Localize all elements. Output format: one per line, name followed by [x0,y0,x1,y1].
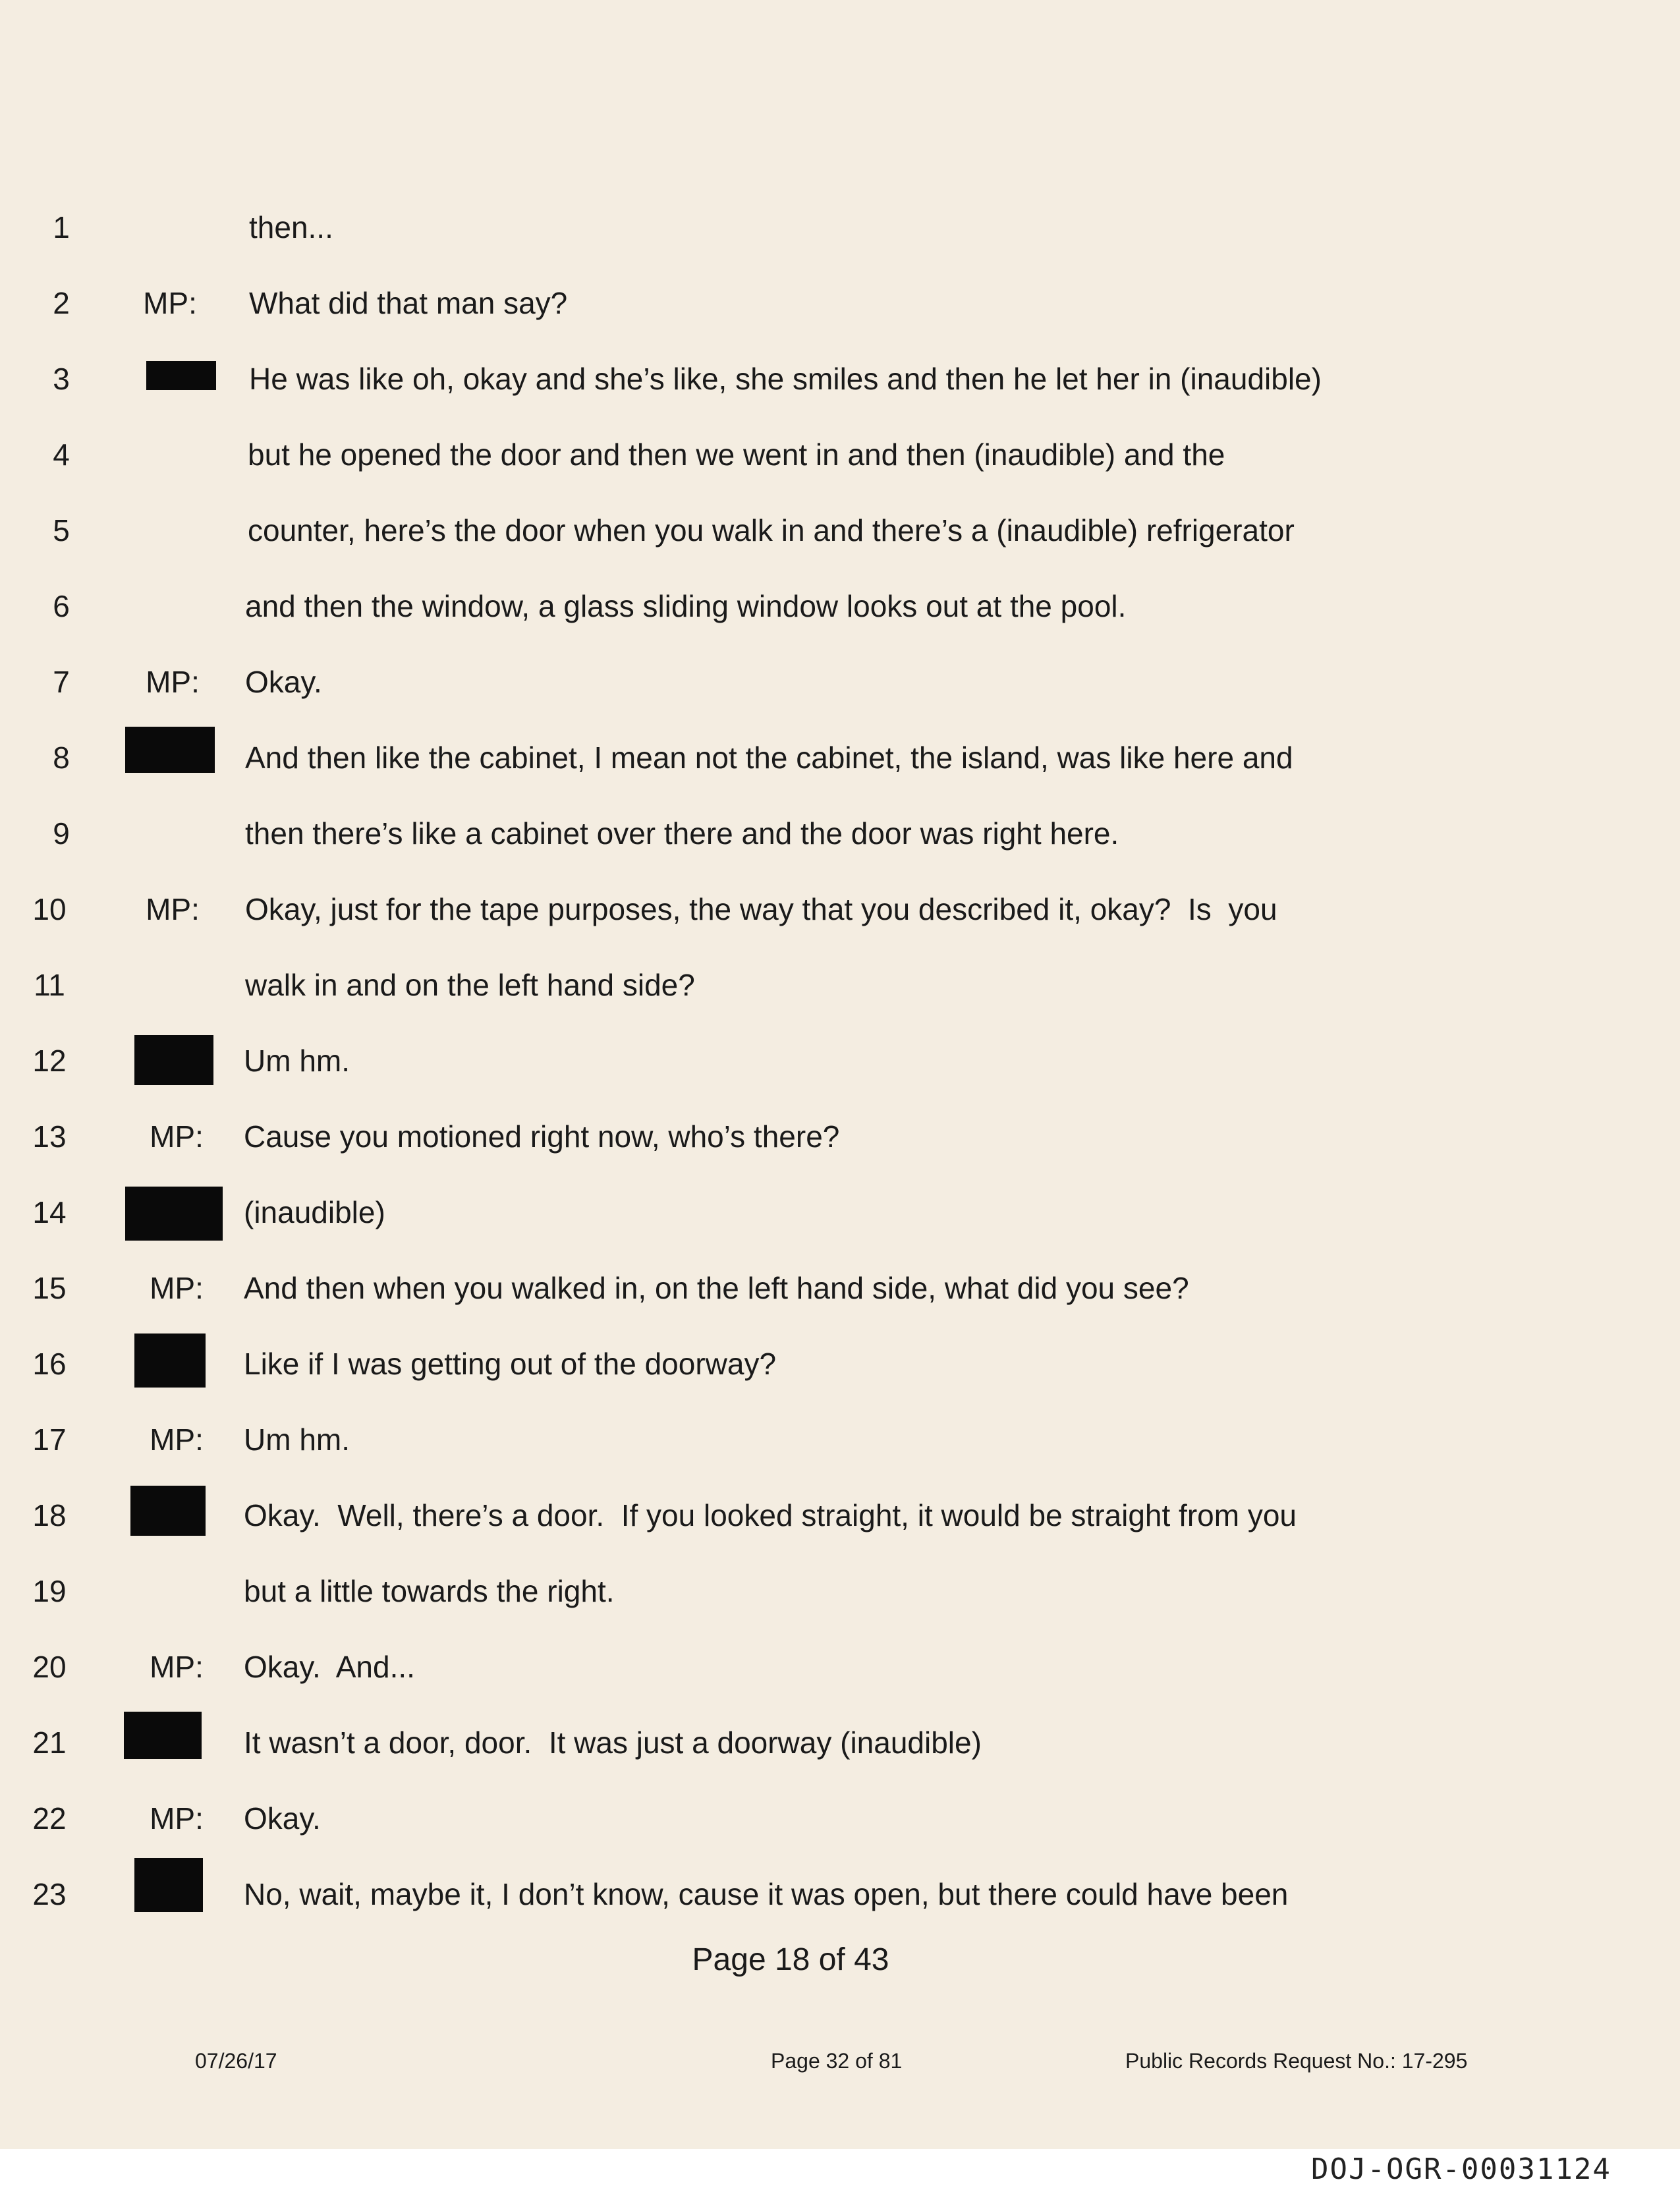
line-number: 14 [32,1195,67,1229]
speaker-label: MP: [150,1801,204,1836]
speaker-label: MP: [150,1650,204,1684]
line-number: 2 [53,286,70,320]
line-text: Cause you motioned right now, who’s there? [244,1119,840,1154]
line-number: 3 [53,362,70,396]
line-number: 6 [53,589,70,623]
line-number: 18 [32,1498,67,1532]
redaction-box [134,1334,206,1388]
speaker-label: MP: [150,1271,204,1305]
transcript-line [0,1034,1680,1087]
redaction-box [134,1035,213,1085]
transcript-line [0,883,1680,936]
redaction-box [130,1486,206,1536]
line-text: Um hm. [244,1422,350,1457]
line-number: 13 [32,1119,67,1154]
line-number: 20 [32,1650,67,1684]
speaker-label: MP: [146,892,200,926]
speaker-label: MP: [150,1422,204,1457]
line-number: 17 [32,1422,67,1457]
transcript-line [0,807,1680,860]
line-number: 23 [32,1877,67,1911]
transcript-line [0,201,1680,254]
line-text: (inaudible) [244,1195,385,1229]
line-number: 10 [32,892,67,926]
line-text: And then like the cabinet, I mean not the cabinet, the island, was like here and [245,741,1293,775]
line-text: Okay. [245,665,322,699]
line-text: It wasn’t a door, door. It was just a doorway (inaudible) [244,1726,982,1760]
speaker-label: MP: [146,665,200,699]
transcript-line [0,959,1680,1011]
transcript-line [0,1565,1680,1617]
redaction-box [125,1187,223,1241]
line-number: 15 [32,1271,67,1305]
line-number: 16 [32,1347,67,1381]
line-text: walk in and on the left hand side? [245,968,695,1002]
line-number: 9 [53,816,70,851]
transcript-line [0,352,1680,405]
line-number: 22 [32,1801,67,1836]
transcript-line [0,1337,1680,1390]
line-number: 1 [53,210,70,244]
line-text: Okay, just for the tape purposes, the way that you described it, okay? Is you [245,892,1277,926]
transcript-line [0,580,1680,632]
transcript-line [0,1489,1680,1542]
line-text: and then the window, a glass sliding window looks out at the pool. [245,589,1127,623]
line-text: What did that man say? [249,286,568,320]
line-text: counter, here’s the door when you walk in and there’s a (inaudible) refrigerator [248,513,1295,548]
footer-date: 07/26/17 [195,2049,277,2073]
line-text: Um hm. [244,1044,350,1078]
line-number: 8 [53,741,70,775]
speaker-label: MP: [150,1119,204,1154]
line-number: 12 [32,1044,67,1078]
transcript-line [0,1792,1680,1845]
redaction-box [146,361,216,390]
line-number: 19 [32,1574,67,1608]
transcript-line [0,277,1680,329]
transcript-line [0,1262,1680,1314]
line-number: 7 [53,665,70,699]
line-number: 11 [34,968,65,1002]
page-number: Page 18 of 43 [692,1942,889,1977]
transcript-line [0,1641,1680,1693]
transcript-line [0,1186,1680,1239]
line-text: then... [249,210,333,244]
redaction-box [124,1712,202,1759]
line-text: Okay. Well, there’s a door. If you looked straight, it would be straight from you [244,1498,1297,1532]
transcript-line [0,1413,1680,1466]
transcript-line [0,656,1680,708]
transcript-line [0,428,1680,481]
bates-number: DOJ-OGR-00031124 [1311,2152,1611,2186]
transcript-line [0,731,1680,784]
line-text: but he opened the door and then we went in and then (inaudible) and the [248,437,1225,472]
bates-strip [0,2149,1680,2190]
line-text: then there’s like a cabinet over there and the door was right here. [245,816,1119,851]
line-number: 21 [32,1726,67,1760]
line-number: 5 [53,513,70,548]
speaker-label: MP: [143,286,197,320]
transcript-line [0,1716,1680,1769]
line-text: Like if I was getting out of the doorway? [244,1347,777,1381]
line-number: 4 [53,437,70,472]
footer-records-request: Public Records Request No.: 17-295 [1125,2049,1468,2073]
transcript-line [0,1110,1680,1163]
transcript-line [0,1868,1680,1921]
footer-page-count: Page 32 of 81 [771,2049,903,2073]
line-text: Okay. And... [244,1650,415,1684]
redaction-box [134,1858,203,1912]
line-text: He was like oh, okay and she’s like, she smiles and then he let her in (inaudible) [249,362,1322,396]
redaction-box [125,727,215,773]
line-text: No, wait, maybe it, I don’t know, cause it was open, but there could have been [244,1877,1289,1911]
line-text: Okay. [244,1801,321,1836]
line-text: but a little towards the right. [244,1574,615,1608]
transcript-line [0,504,1680,557]
line-text: And then when you walked in, on the left hand side, what did you see? [244,1271,1189,1305]
